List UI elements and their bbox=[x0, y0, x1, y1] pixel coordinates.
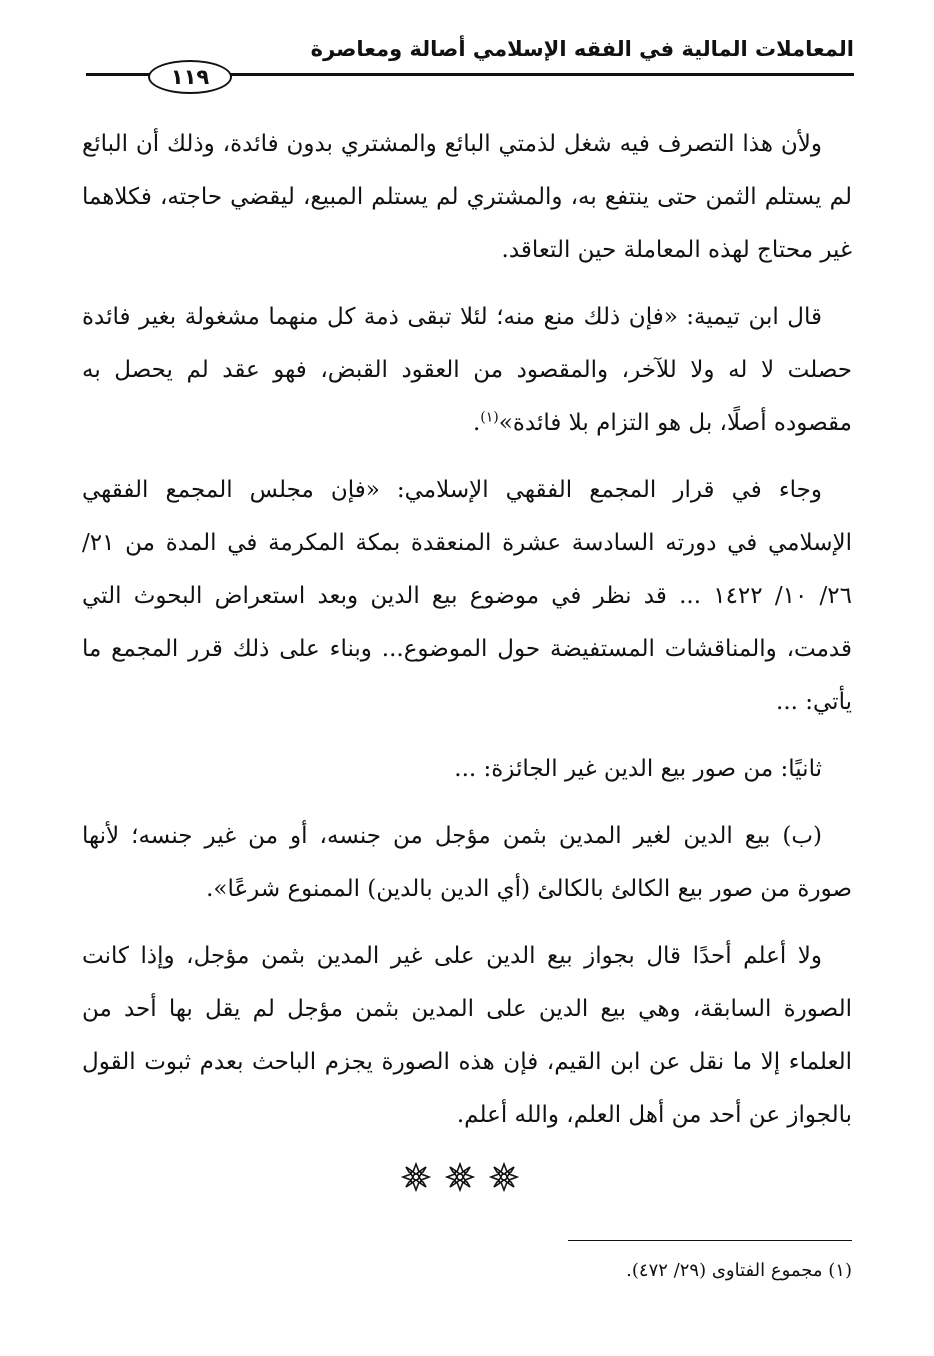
paragraph-text: ولا أعلم أحدًا قال بجواز بيع الدين على غير المدين بثمن مؤجل، وإذا كانت الصورة السابقة، وهي بيع الدين على المدين بثمن مؤجل لم يقل بها أحد من العلماء إلا ما نقل عن ابن القيم، فإن هذه الصورة يجزم الباحث بعدم ثبوت القول بالجواز عن أحد من أهل العلم، والله أعلم. bbox=[82, 943, 852, 1128]
paragraph bbox=[82, 743, 852, 796]
paragraph-text: ولأن هذا التصرف فيه شغل لذمتي البائع والمشتري بدون فائدة، وذلك أن البائع لم يستلم الثمن حتى ينتفع به، والمشتري لم يستلم المبيع، ليقضي حاجته، فكلاهما غير محتاج لهذه المعاملة حين التعاقد. bbox=[82, 131, 852, 263]
footnote-separator bbox=[568, 1240, 852, 1241]
paragraph bbox=[82, 930, 852, 1142]
footnote: (١) مجموع الفتاوى (٢٩/ ٤٧٢). bbox=[626, 1260, 852, 1281]
paragraph bbox=[82, 810, 852, 916]
paragraph bbox=[82, 464, 852, 729]
body-text bbox=[82, 118, 852, 1156]
page-number: ١١٩ bbox=[148, 60, 232, 94]
ornament-icon bbox=[401, 1162, 431, 1192]
running-title: المعاملات المالية في الفقه الإسلامي أصالة ومعاصرة bbox=[310, 37, 854, 61]
ornament-icon bbox=[445, 1162, 475, 1192]
section-ornaments bbox=[380, 1162, 540, 1192]
paragraph-text-tail: . bbox=[472, 410, 481, 436]
paragraph-text: ثانيًا: من صور بيع الدين غير الجائزة: ... bbox=[454, 756, 822, 782]
ornament-icon bbox=[489, 1162, 519, 1192]
paragraph-text: (ب) بيع الدين لغير المدين بثمن مؤجل من جنسه، أو من غير جنسه؛ لأنها صورة من صور بيع الكالئ بالكالئ (أي الدين بالدين) الممنوع شرعًا». bbox=[82, 823, 852, 902]
paragraph-text: قال ابن تيمية: «فإن ذلك منع منه؛ لئلا تبقى ذمة كل منهما مشغولة بغير فائدة حصلت لا له ولا للآخر، والمقصود من العقود القبض، فهو عقد لم يحصل به مقصوده أصلًا، بل هو التزام بلا فائدة» bbox=[82, 304, 852, 436]
footnote-reference[interactable]: (١) bbox=[480, 409, 499, 426]
paragraph bbox=[82, 118, 852, 277]
paragraph-text: وجاء في قرار المجمع الفقهي الإسلامي: «فإن مجلس المجمع الفقهي الإسلامي في دورته السادسة عشرة المنعقدة بمكة المكرمة في المدة من ٢١/ ٢٦/ ١٠/ ١٤٢٢ ... قد نظر في موضوع بيع الدين وبعد استعراض البحوث التي قدمت، والمناقشات المستفيضة حول الموضوع... وبناء على ذلك قرر المجمع ما يأتي: ... bbox=[82, 477, 853, 715]
paragraph bbox=[82, 291, 852, 450]
